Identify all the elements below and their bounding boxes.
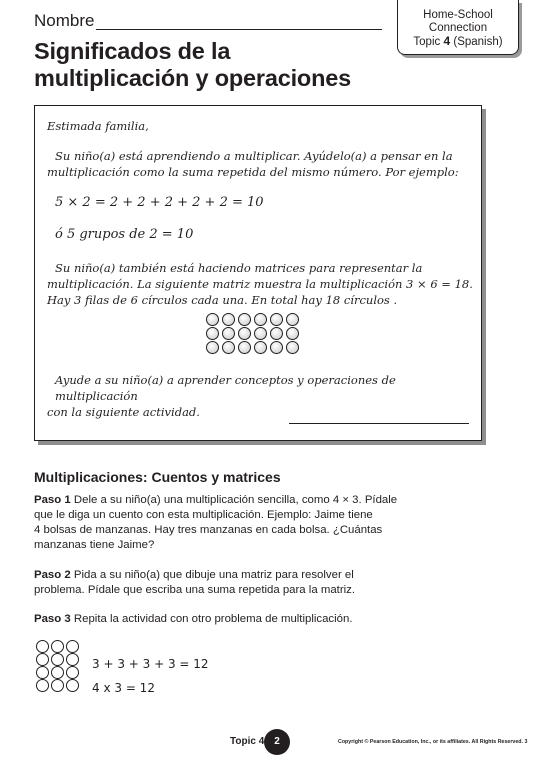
array-circle xyxy=(66,653,79,666)
array-circle xyxy=(270,327,283,340)
home-school-badge xyxy=(397,0,519,55)
equation-2: ó 5 grupos de 2 = 10 xyxy=(55,227,194,242)
para2-line-1: Su niño(a) también está haciendo matrices para representar la xyxy=(55,261,423,275)
array-circle xyxy=(51,640,64,653)
step-3 xyxy=(34,612,414,627)
letter-paragraph-2 xyxy=(47,260,475,308)
step2-line-2: problema. Pídale que escriba una suma repetida para la matriz. xyxy=(34,584,356,596)
array-circle xyxy=(286,341,299,354)
family-letter-box xyxy=(34,105,482,441)
para3-line-2: con la siguiente actividad. xyxy=(47,405,200,419)
array-circle xyxy=(66,679,79,692)
name-label: Nombre xyxy=(34,11,95,30)
array-circle xyxy=(51,666,64,679)
page-title xyxy=(34,38,394,92)
letter-greeting: Estimada familia, xyxy=(47,119,149,133)
step1-line-1: Dele a su niño(a) una multiplicación sencilla, como 4 × 3. Pídale xyxy=(73,494,398,506)
array-circle xyxy=(270,341,283,354)
title-line-2: multiplicación y operaciones xyxy=(34,65,351,91)
array-circle xyxy=(66,640,79,653)
array-circle xyxy=(254,327,267,340)
step1-label: Paso 1 xyxy=(34,494,71,506)
array-circle xyxy=(222,327,235,340)
page-number-badge: 2 xyxy=(264,729,290,755)
equation-1: 5 × 2 = 2 + 2 + 2 + 2 + 2 = 10 xyxy=(55,195,264,210)
step2-label: Paso 2 xyxy=(34,569,71,581)
step1-line-3: 4 bolsas de manzanas. Hay tres manzanas en cada bolsa. ¿Cuántas xyxy=(34,524,383,536)
letter-paragraph-3 xyxy=(47,372,475,420)
activity-title: Multiplicaciones: Cuentos y matrices xyxy=(34,469,281,485)
array-circle xyxy=(238,313,251,326)
array-circle xyxy=(206,327,219,340)
step2-line-1: Pida a su niño(a) que dibuje una matriz para resolver el xyxy=(73,569,354,581)
array-circle xyxy=(254,341,267,354)
step3-line-1: Repita la actividad con otro problema de multiplicación. xyxy=(73,613,353,625)
array-circle xyxy=(238,327,251,340)
title-line-1: Significados de la xyxy=(34,38,231,64)
signature-line[interactable] xyxy=(289,423,469,424)
array-circle xyxy=(36,666,49,679)
array-circle xyxy=(286,313,299,326)
circle-array-4x3 xyxy=(36,640,80,692)
array-circle xyxy=(206,313,219,326)
para3-line-1: Ayude a su niño(a) a aprender conceptos y operaciones de multiplicación xyxy=(55,373,396,403)
array-circle xyxy=(286,327,299,340)
circle-array-3x6 xyxy=(206,313,300,354)
array-circle xyxy=(51,653,64,666)
array-circle xyxy=(36,653,49,666)
badge-topic-number: 4 xyxy=(443,34,451,48)
step-1 xyxy=(34,493,414,553)
array-circle xyxy=(51,679,64,692)
array-circle xyxy=(36,640,49,653)
badge-topic-word: Topic xyxy=(413,36,441,48)
para2-line-3: Hay 3 filas de 6 círculos cada una. En total hay 18 círculos . xyxy=(47,293,398,307)
example-sum: 3 + 3 + 3 + 3 = 12 xyxy=(92,657,209,671)
array-circle xyxy=(270,313,283,326)
step1-line-4: manzanas tiene Jaime? xyxy=(34,539,155,551)
para1-line-1: Su niño(a) está aprendiendo a multiplicar. Ayúdelo(a) a pensar en la xyxy=(55,149,453,163)
array-circle xyxy=(36,679,49,692)
array-circle xyxy=(238,341,251,354)
badge-line-1: Home-School xyxy=(423,9,493,21)
array-circle xyxy=(222,313,235,326)
badge-line-3 xyxy=(398,35,518,49)
array-circle xyxy=(254,313,267,326)
letter-paragraph-1 xyxy=(47,148,475,180)
step-2 xyxy=(34,568,414,598)
name-write-line[interactable] xyxy=(96,29,382,30)
para1-line-2: multiplicación como la suma repetida del mismo número. Por ejemplo: xyxy=(47,165,459,179)
badge-line-2: Connection xyxy=(428,22,488,34)
array-circle xyxy=(206,341,219,354)
para2-line-2: multiplicación. La siguiente matriz muestra la multiplicación 3 × 6 = 18. xyxy=(47,277,473,291)
copyright-notice: Copyright © Pearson Education, Inc., or its affiliates. All Rights Reserved. 3 xyxy=(338,739,528,745)
badge-language: (Spanish) xyxy=(453,36,503,48)
array-circle xyxy=(222,341,235,354)
step3-label: Paso 3 xyxy=(34,613,71,625)
example-product: 4 x 3 = 12 xyxy=(92,681,155,695)
array-circle xyxy=(66,666,79,679)
footer-topic: Topic 4 xyxy=(230,736,265,747)
step1-line-2: que le diga un cuento con esta multiplicación. Ejemplo: Jaime tiene xyxy=(34,509,373,521)
